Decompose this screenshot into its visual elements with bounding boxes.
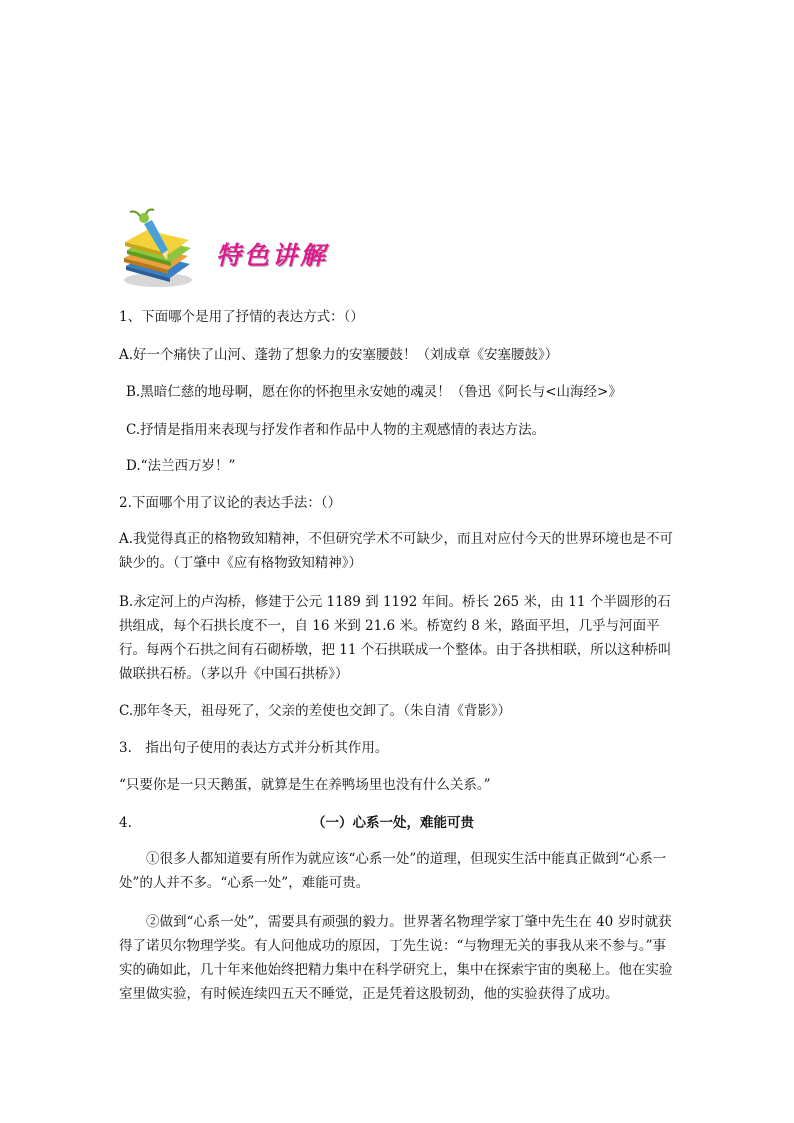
q4-paragraph-1: ①很多人都知道要有所作为就应该“心系一处”的道理，但现实生活中能真正做到“心系一处”的人并不多。“心系一处”，难能可贵。 xyxy=(119,851,667,891)
q1-option-c: C.抒情是指用来表现与抒发作者和作品中人物的主观感情的表达方法。 xyxy=(126,422,546,438)
q3-stem: 3. 指出句子使用的表达方式并分析其作用。 xyxy=(119,740,389,756)
q2-option-c: C.那年冬天，祖母死了，父亲的差使也交卸了。（朱自清《背影》） xyxy=(119,703,512,719)
q1-option-b: B.黑暗仁慈的地母啊，愿在你的怀抱里永安她的魂灵！（鲁迅《阿长与<山海经>》 xyxy=(126,384,622,400)
q4-paragraph-2: ②做到“心系一处”，需要具有顽强的毅力。世界著名物理学家丁肇中先生在 40 岁时就获得了诺贝尔物理学奖。有人问他成功的原因，丁先生说：“与物理无关的事我从来不参与。”事实的确如此，几十年来他始终把精力集中在科学研究上，集中在探索宇宙的奥秘上。他在实验室里做实验，有时候连续四五天不睡觉，正是凭着这股韧劲，他的实验获得了成功。 xyxy=(119,914,673,1002)
q2-stem: 2.下面哪个用了议论的表达手法：（） xyxy=(119,495,342,511)
q1-option-a: A.好一个痛快了山河、蓬勃了想象力的安塞腰鼓！（刘成章《安塞腰鼓》） xyxy=(119,347,559,363)
q3-quote: “只要你是一只天鹅蛋，就算是生在养鸭场里也没有什么关系。” xyxy=(119,777,491,793)
q4-number: 4. xyxy=(119,815,132,831)
q1-option-d: D.“法兰西万岁！” xyxy=(126,458,236,474)
section-title: 特色讲解 xyxy=(216,241,329,270)
book-stack-pen-icon xyxy=(118,208,204,290)
q2-option-a: A.我觉得真正的格物致知精神，不但研究学术不可缺少，而且对应付今天的世界环境也是不可缺少的。（丁肇中《应有格物致知精神》） xyxy=(119,531,674,571)
q1-stem: 1、下面哪个是用了抒情的表达方式：（） xyxy=(119,309,364,325)
q2-option-b: B.永定河上的卢沟桥，修建于公元 1189 到 1192 年间。桥长 265 米，由 11 个半圆形的石拱组成，每个石拱长度不一，自 16 米到 21.6 米。桥宽约 8 米，路面平坦，几乎与河面平行。每两个石拱之间有石砌桥墩，把 11 个石拱联成一个整体。由于各拱相联，所以这种桥叫做联拱石桥。（茅以升《中国石拱桥》） xyxy=(119,594,672,682)
q4-passage-title: （一）心系一处，难能可贵 xyxy=(312,815,474,831)
